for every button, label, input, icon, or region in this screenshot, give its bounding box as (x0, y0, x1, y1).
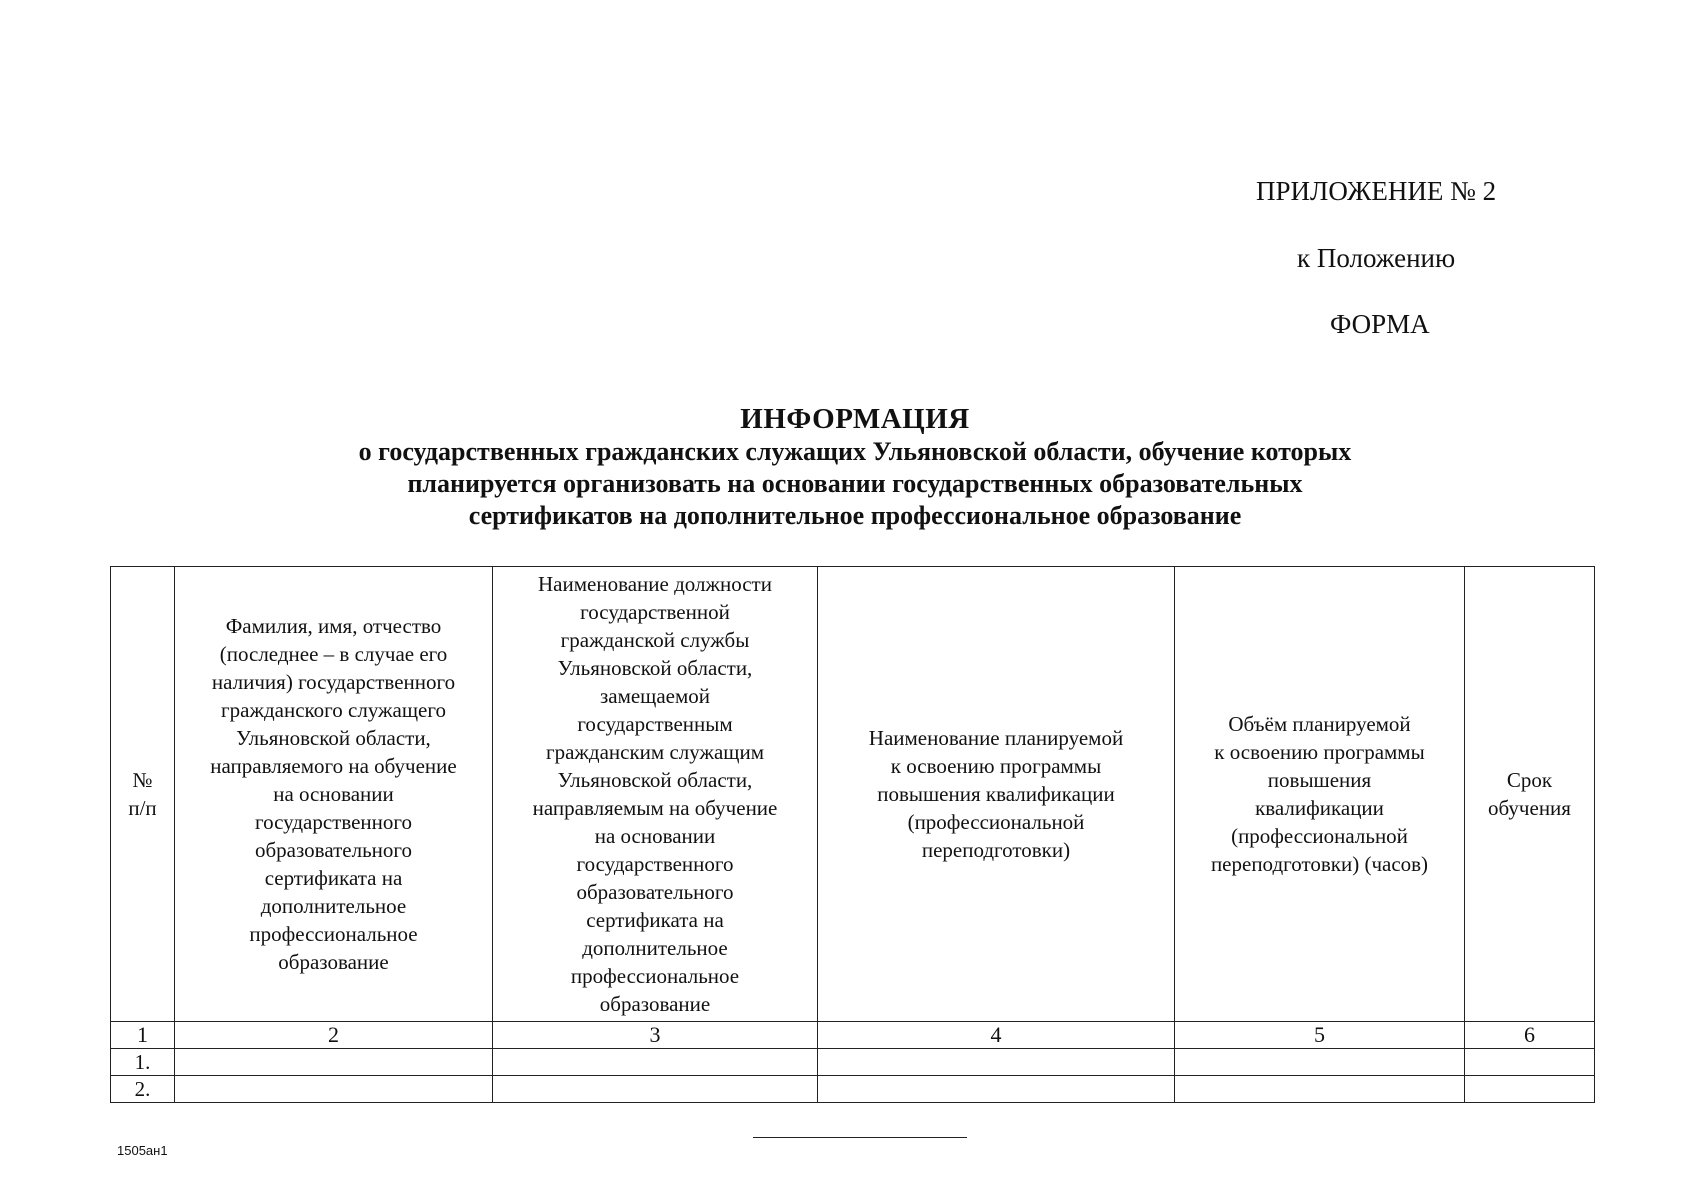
table-cell (175, 1049, 493, 1076)
table-cell (1465, 1076, 1595, 1103)
footer-divider (753, 1137, 967, 1138)
header-full-name: Фамилия, имя, отчество (последнее – в случае его наличия) государственного гражданского служащего Ульяновской области, направляемого на обучение на основании государственного образовательного сертификата на дополнительное профессиональное образование (175, 567, 493, 1022)
header-position: Наименование должности государственной гражданской службы Ульяновской области, замещаемой государственным гражданским служащим Ульяновской области, направляемым на обучение на основании государственного образовательного сертификата на дополнительное профессиональное образование (493, 567, 818, 1022)
table-cell (1175, 1049, 1465, 1076)
table-row (111, 1076, 1595, 1103)
table-cell (1175, 1076, 1465, 1103)
appendix-number: ПРИЛОЖЕНИЕ № 2 (1256, 176, 1497, 206)
table-cell (493, 1076, 818, 1103)
header-number: № п/п (111, 567, 175, 1022)
table-cell (493, 1049, 818, 1076)
table-cell (818, 1076, 1175, 1103)
title-line-3: сертификатов на дополнительное профессиональное образование (468, 501, 1242, 530)
table-cell (1465, 1049, 1595, 1076)
header-program-volume: Объём планируемой к освоению программы повышения квалификации (профессиональной переподготовки) (часов) (1175, 567, 1465, 1022)
column-number: 5 (1175, 1022, 1465, 1049)
document-title (220, 402, 1490, 532)
form-label: ФОРМА (1330, 309, 1430, 339)
appendix-reference: к Положению (1297, 243, 1456, 273)
column-number: 4 (818, 1022, 1175, 1049)
header-program-name: Наименование планируемой к освоению программы повышения квалификации (профессиональной переподготовки) (818, 567, 1175, 1022)
row-number: 2. (111, 1076, 175, 1103)
title-line-1: о государственных гражданских служащих Ульяновской области, обучение которых (358, 437, 1352, 466)
row-number: 1. (111, 1049, 175, 1076)
header-duration: Срок обучения (1465, 567, 1595, 1022)
column-number: 3 (493, 1022, 818, 1049)
table-row (111, 1049, 1595, 1076)
table-header-row (111, 567, 1595, 1022)
document-code: 1505ан1 (117, 1143, 168, 1158)
information-table (110, 566, 1595, 1103)
table-cell (175, 1076, 493, 1103)
title-heading: ИНФОРМАЦИЯ (740, 403, 970, 435)
title-line-2: планируется организовать на основании государственных образовательных (407, 469, 1303, 498)
table-cell (818, 1049, 1175, 1076)
column-number: 2 (175, 1022, 493, 1049)
column-number: 6 (1465, 1022, 1595, 1049)
column-number-row (111, 1022, 1595, 1049)
column-number: 1 (111, 1022, 175, 1049)
